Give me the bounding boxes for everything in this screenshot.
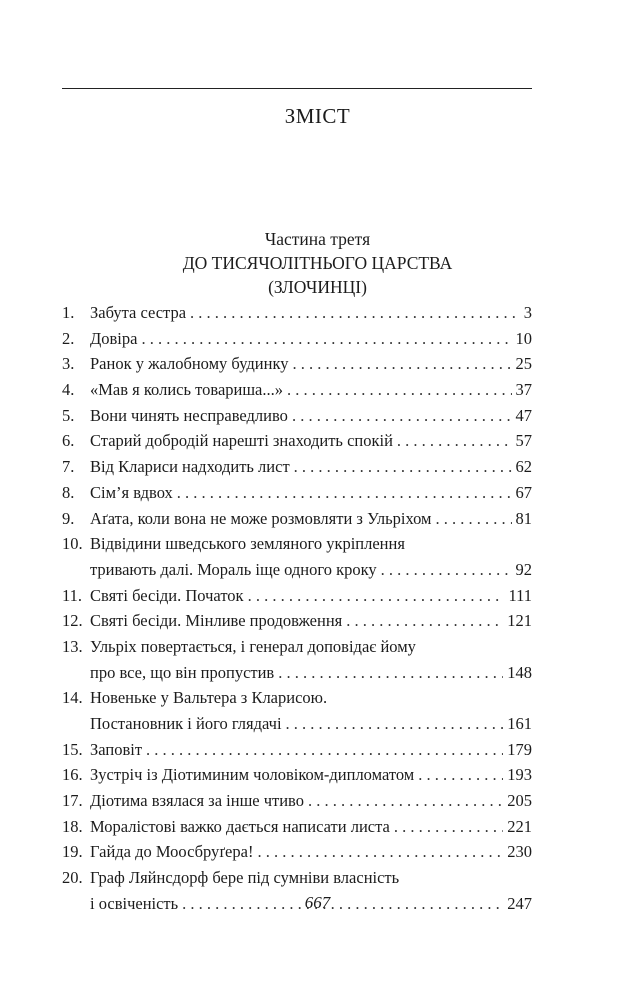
toc-entry-line: [62, 685, 532, 711]
toc-entry[interactable]: [62, 737, 532, 763]
toc-entry-title: Заповіт: [90, 739, 143, 759]
toc-entry-title: Діотима взялася за інше чтиво: [90, 791, 304, 811]
toc-entry-line: [62, 583, 532, 609]
toc-entry-page: 230: [507, 842, 532, 862]
toc-entry-number: 14.: [62, 688, 83, 708]
toc-entry-title: Ульріх повертається, і генерал доповідає йому: [90, 636, 416, 656]
toc-entry-number: 13.: [62, 636, 83, 656]
dot-leader: [248, 583, 505, 609]
toc-entry-page: 148: [507, 662, 532, 682]
toc-entry-number: 7.: [62, 457, 75, 477]
toc-entry-page: 121: [507, 611, 532, 631]
toc-entry-number: 8.: [62, 482, 75, 502]
dot-leader: [177, 480, 512, 506]
toc-entry-line: [62, 634, 532, 660]
toc-entry-title: Сім’я вдвох: [90, 482, 173, 502]
toc-entry-title: Граф Ляйнсдорф бере під сумніви власність: [90, 868, 400, 888]
toc-entry-title: Старий добродій нарешті знаходить спокій: [90, 431, 393, 451]
toc-entry-line: [62, 506, 532, 532]
toc-entry-page: 37: [515, 380, 532, 400]
toc-entry[interactable]: [62, 428, 532, 454]
dot-leader: [397, 428, 512, 454]
toc-entry-title: Відвідини шведського земляного укріплення: [90, 534, 405, 554]
toc-entry-line: [62, 711, 532, 737]
dot-leader: [278, 660, 503, 686]
toc-entry[interactable]: [62, 583, 532, 609]
toc-entry-page: 3: [523, 303, 532, 322]
part-label: Частина третя: [264, 229, 371, 249]
toc-entry-number: 9.: [62, 508, 75, 528]
dot-leader: [141, 326, 511, 352]
dot-leader: [381, 557, 512, 583]
toc-entry-number: 15.: [62, 739, 83, 759]
part-title: ДО ТИСЯЧОЛІТНЬОГО ЦАРСТВА: [182, 253, 453, 273]
dot-leader: [294, 454, 512, 480]
toc-entry[interactable]: [62, 762, 532, 788]
dot-leader: [146, 737, 503, 763]
toc-entry-title: і освіченість: [90, 893, 179, 913]
dot-leader: [418, 762, 503, 788]
toc-entry-page: 161: [507, 714, 532, 733]
toc-entry[interactable]: [62, 788, 532, 814]
toc-entry-line: [62, 351, 532, 377]
toc-entry[interactable]: [62, 351, 532, 377]
toc-entry-page: 62: [515, 457, 532, 477]
page-title: ЗМІСТ: [284, 104, 351, 128]
toc-entry-number: 1.: [62, 303, 75, 322]
dot-leader: [287, 377, 512, 403]
toc-entry-number: 17.: [62, 791, 83, 811]
toc-entry-line: [62, 300, 532, 326]
part-header: [0, 227, 635, 299]
toc-entry-line: [62, 454, 532, 480]
dot-leader: [257, 839, 503, 865]
toc-entry-page: 47: [515, 405, 532, 425]
dot-leader: [394, 814, 503, 840]
toc-entry[interactable]: [62, 403, 532, 429]
toc-entry-line: [62, 660, 532, 686]
toc-entry-title: про все, що він пропустив: [90, 662, 275, 682]
toc-entry[interactable]: [62, 531, 532, 582]
toc-entry-line: [62, 865, 532, 891]
toc-entry-page: 193: [507, 765, 532, 785]
dot-leader: [292, 403, 512, 429]
toc-entry[interactable]: [62, 506, 532, 532]
toc-entry-number: 3.: [62, 354, 75, 374]
toc-entry-number: 6.: [62, 431, 75, 451]
toc-entry-title: Моралістові важко дається написати листа: [90, 816, 390, 836]
toc-entry-page: 81: [515, 508, 532, 528]
dot-leader: [346, 608, 503, 634]
toc-entry-page: 10: [515, 328, 532, 348]
toc-entry-line: [62, 480, 532, 506]
toc-entry-number: 12.: [62, 611, 83, 631]
dot-leader: [286, 711, 504, 737]
dot-leader: [308, 788, 503, 814]
toc-entry-title: Ранок у жалобному будинку: [90, 354, 289, 374]
toc-entry-line: [62, 377, 532, 403]
table-of-contents: [62, 300, 532, 917]
toc-entry-number: 4.: [62, 380, 75, 400]
toc-entry-title: Постановник і його глядачі: [90, 714, 282, 733]
toc-entry[interactable]: [62, 839, 532, 865]
toc-entry-title: Святі бесіди. Початок: [90, 585, 244, 605]
toc-entry-page: 67: [515, 482, 532, 502]
toc-entry-title: Святі бесіди. Мінливе продовження: [90, 611, 343, 631]
toc-entry[interactable]: [62, 454, 532, 480]
toc-entry-number: 10.: [62, 534, 83, 554]
toc-entry-page: 111: [508, 585, 532, 605]
dot-leader: [435, 506, 511, 532]
toc-entry-number: 11.: [62, 585, 83, 605]
toc-entry[interactable]: [62, 377, 532, 403]
toc-entry-title: Гайда до Моосбруґера!: [90, 842, 254, 862]
toc-entry-line: [62, 762, 532, 788]
toc-entry-title: Вони чинять несправедливо: [90, 405, 288, 425]
toc-entry-page: 179: [507, 739, 532, 759]
toc-entry-title: Аґата, коли вона не може розмовляти з Ульріхом: [90, 508, 432, 528]
toc-entry-page: 25: [515, 354, 532, 374]
toc-entry-line: [62, 788, 532, 814]
toc-entry-title: Забута сестра: [90, 303, 187, 322]
toc-entry-line: [62, 737, 532, 763]
toc-entry-title: Довіра: [90, 328, 138, 348]
toc-entry-page: 247: [507, 893, 532, 913]
top-rule: [62, 88, 532, 89]
toc-entry-title: Зустріч із Діотиминим чоловіком-дипломатом: [90, 765, 415, 785]
toc-entry-page: 221: [507, 816, 532, 836]
toc-entry-title: тривають далі. Мораль іще одного кроку: [90, 559, 377, 579]
toc-entry-page: 92: [515, 559, 532, 579]
toc-entry-title: «Мав я колись товариша...»: [90, 380, 283, 400]
toc-entry-line: [62, 428, 532, 454]
toc-entry-number: 18.: [62, 816, 83, 836]
toc-entry-number: 16.: [62, 765, 83, 785]
toc-entry-line: [62, 326, 532, 352]
toc-entry[interactable]: [62, 634, 532, 685]
toc-entry[interactable]: [62, 480, 532, 506]
toc-entry-number: 5.: [62, 405, 75, 425]
toc-entry[interactable]: [62, 300, 532, 326]
toc-entry-number: 19.: [62, 842, 83, 862]
page-number: 667: [304, 893, 331, 912]
toc-entry-title: Від Клариси надходить лист: [90, 457, 290, 477]
toc-entry-page: 57: [515, 431, 532, 451]
toc-entry[interactable]: [62, 608, 532, 634]
toc-entry-line: [62, 531, 532, 557]
part-subtitle: (ЗЛОЧИНЦІ): [268, 277, 367, 297]
toc-entry-title: Новеньке у Вальтера з Кларисою.: [90, 688, 328, 708]
dot-leader: [190, 300, 520, 326]
toc-entry-line: [62, 557, 532, 583]
dot-leader: [293, 351, 512, 377]
toc-entry-line: [62, 608, 532, 634]
toc-entry-page: 205: [507, 791, 532, 811]
toc-entry-line: [62, 839, 532, 865]
toc-entry-line: [62, 403, 532, 429]
toc-entry-line: [62, 814, 532, 840]
toc-entry[interactable]: [62, 814, 532, 840]
toc-entry-number: 20.: [62, 868, 83, 888]
toc-entry[interactable]: [62, 326, 532, 352]
toc-entry-number: 2.: [62, 328, 75, 348]
toc-entry[interactable]: [62, 685, 532, 736]
